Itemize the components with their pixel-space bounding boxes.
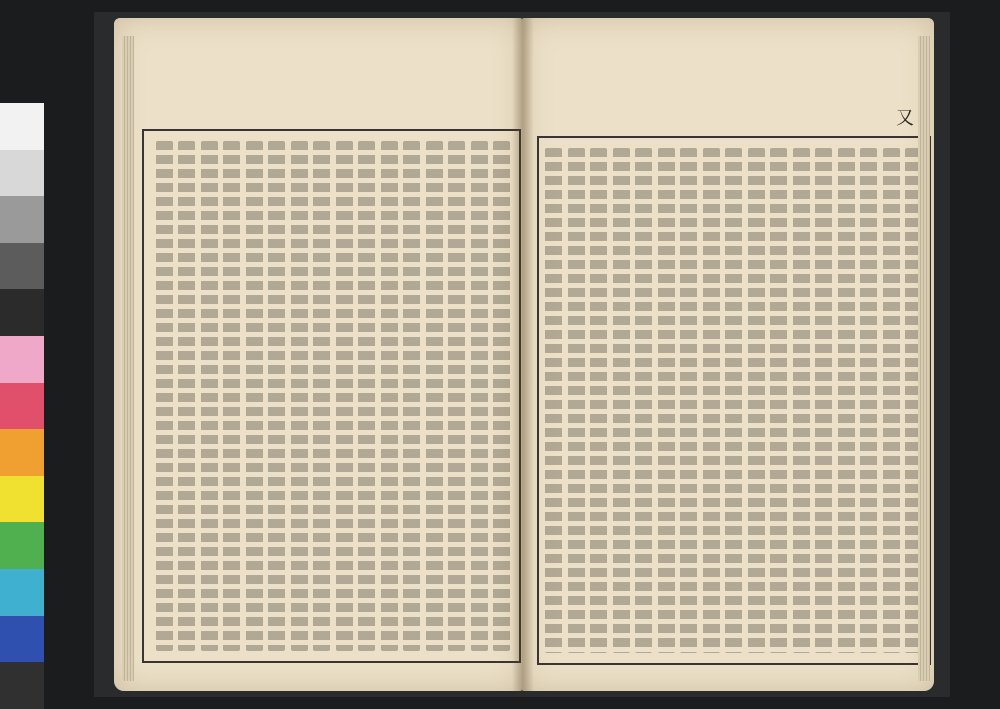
text-column — [291, 141, 308, 651]
book-spread — [94, 12, 950, 697]
text-column — [268, 141, 285, 651]
calibration-swatch — [0, 522, 44, 569]
text-column — [493, 141, 510, 651]
left-text-frame — [142, 129, 521, 663]
text-column — [403, 141, 420, 651]
text-column — [568, 148, 585, 653]
text-column — [471, 141, 488, 651]
left-page-edges — [122, 36, 134, 681]
color-calibration-strip — [0, 103, 44, 709]
text-column — [545, 148, 562, 653]
text-column — [223, 141, 240, 651]
text-column — [201, 141, 218, 651]
calibration-swatch — [0, 289, 44, 336]
text-column — [838, 148, 855, 653]
calibration-swatch — [0, 383, 44, 430]
text-column — [658, 148, 675, 653]
text-column — [448, 141, 465, 651]
left-page — [114, 18, 522, 691]
text-column — [590, 148, 607, 653]
text-column — [770, 148, 787, 653]
text-column — [313, 141, 330, 651]
right-page — [522, 18, 934, 691]
text-column — [156, 141, 173, 651]
text-column — [336, 141, 353, 651]
calibration-swatch — [0, 569, 44, 616]
right-page-heading: 又 — [896, 108, 914, 129]
text-column — [426, 141, 443, 651]
calibration-swatch — [0, 662, 44, 709]
book-gutter — [512, 18, 534, 691]
text-column — [793, 148, 810, 653]
right-text-frame — [537, 136, 931, 665]
calibration-swatch — [0, 429, 44, 476]
calibration-swatch — [0, 196, 44, 243]
calibration-swatch — [0, 476, 44, 523]
text-column — [725, 148, 742, 653]
text-column — [883, 148, 900, 653]
calibration-swatch — [0, 243, 44, 290]
calibration-swatch — [0, 150, 44, 197]
text-column — [815, 148, 832, 653]
text-column — [358, 141, 375, 651]
text-column — [381, 141, 398, 651]
text-column — [635, 148, 652, 653]
text-column — [246, 141, 263, 651]
right-page-edges — [918, 36, 930, 681]
text-column — [680, 148, 697, 653]
text-column — [860, 148, 877, 653]
calibration-swatch — [0, 616, 44, 663]
text-column — [703, 148, 720, 653]
calibration-swatch — [0, 336, 44, 383]
calibration-swatch — [0, 103, 44, 150]
text-column — [178, 141, 195, 651]
text-column — [748, 148, 765, 653]
text-column — [613, 148, 630, 653]
